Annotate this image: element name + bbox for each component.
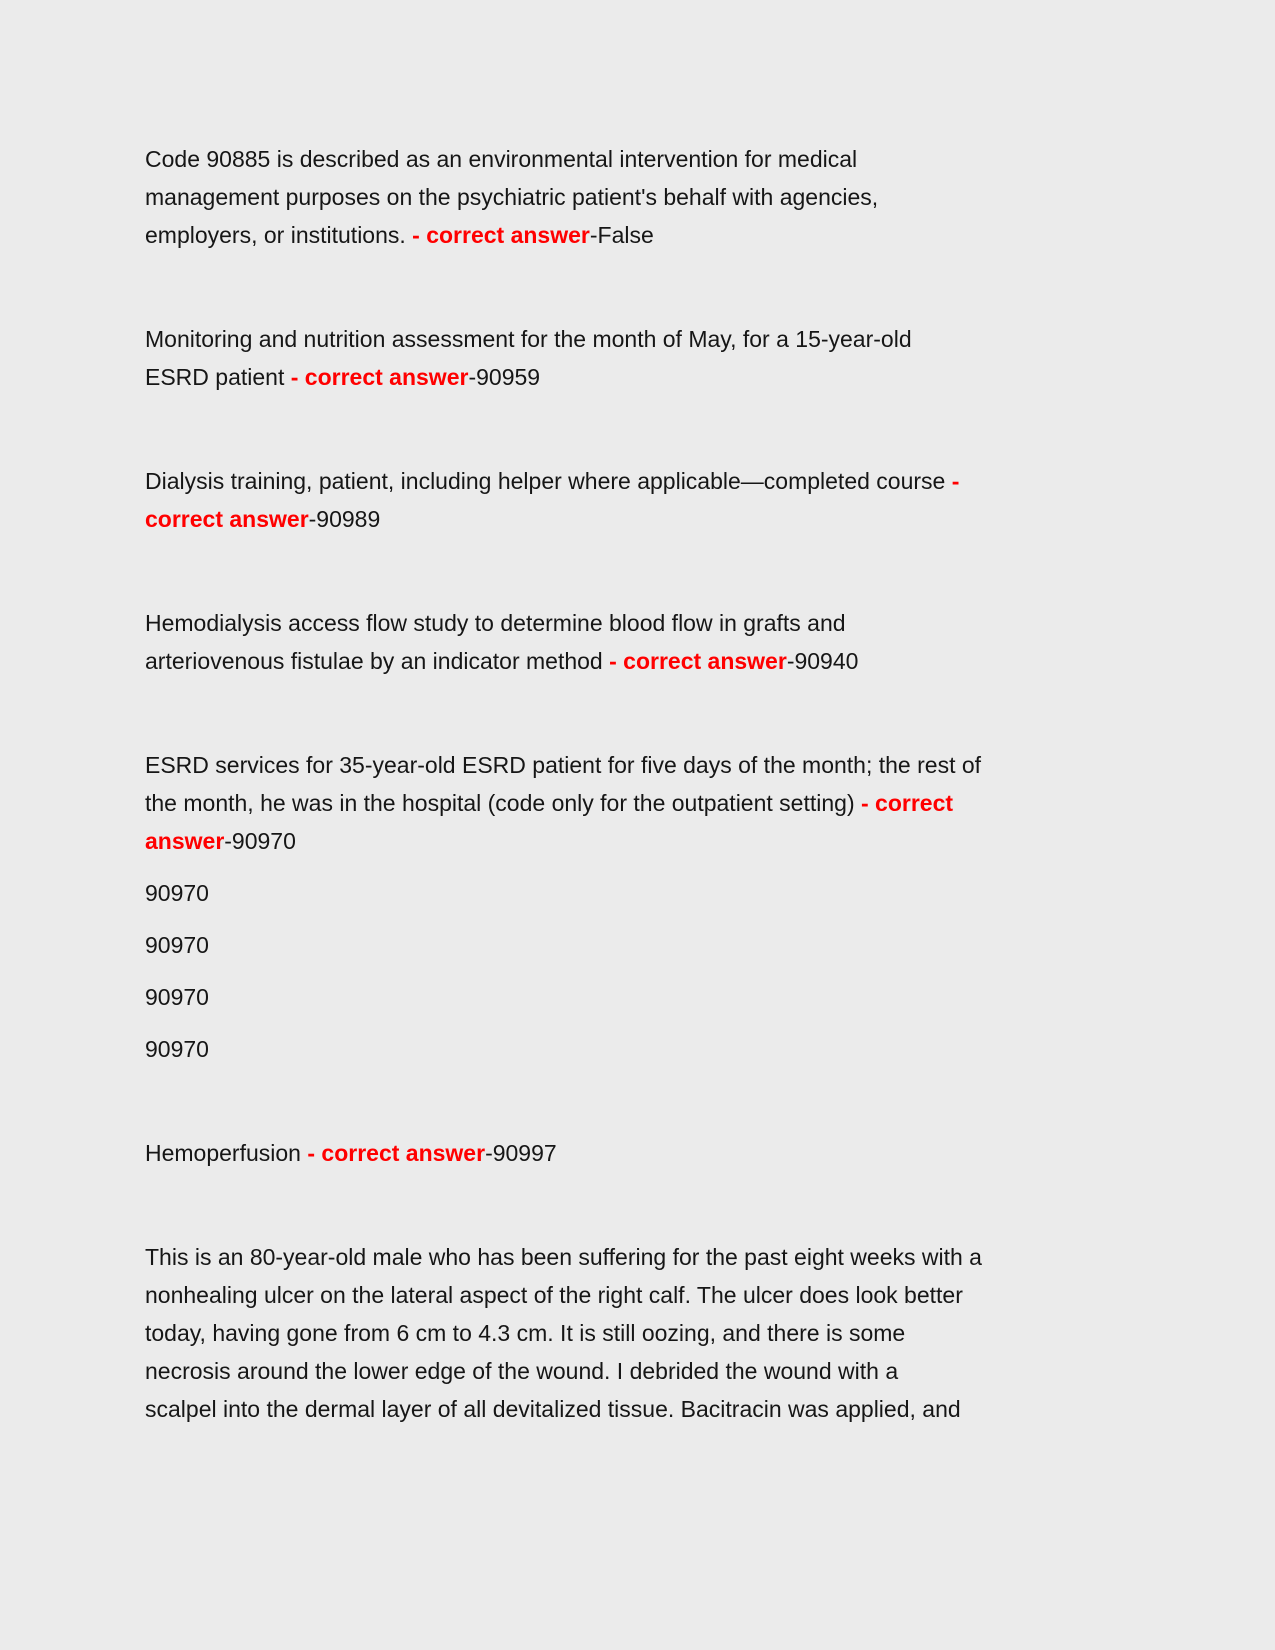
text-run: Hemoperfusion [145,1140,308,1166]
text-run: -90959 [468,364,541,390]
text-line [145,1314,1130,1352]
text-run: This is an 80-year-old male who has been suffering for the past eight weeks with a [145,1244,982,1270]
paragraph [145,978,1130,1016]
empty-paragraph [145,1082,1130,1120]
text-line [145,1390,1130,1428]
text-run: the month, he was in the hospital (code only for the outpatient setting) [145,790,861,816]
correct-answer-label: - correct answer [609,648,787,674]
text-run: management purposes on the psychiatric patient's behalf with agencies, [145,184,879,210]
text-run: 90970 [145,984,209,1010]
text-line [145,178,1130,216]
text-line [145,358,1130,396]
text-line [145,822,1130,860]
text-run: Code 90885 is described as an environmental intervention for medical [145,146,858,172]
text-line [145,874,1130,912]
text-line [145,784,1130,822]
paragraph [145,746,1130,860]
text-run: Dialysis training, patient, including helper where applicable—completed course [145,468,952,494]
text-line [145,604,1130,642]
correct-answer-label: correct answer [145,506,309,532]
text-line [145,978,1130,1016]
text-line [145,746,1130,784]
correct-answer-label: - [951,468,960,494]
text-run: ESRD services for 35-year-old ESRD patient for five days of the month; the rest of [145,752,982,778]
text-line [145,320,1130,358]
text-run: arteriovenous fistulae by an indicator method [145,648,610,674]
text-run: -90970 [224,828,296,854]
text-line [145,500,1130,538]
text-run: -90997 [485,1140,557,1166]
text-line [145,926,1130,964]
text-run: -90940 [786,648,859,674]
text-run: necrosis around the lower edge of the wound. I debrided the wound with a [145,1358,899,1384]
text-line [145,1030,1130,1068]
empty-paragraph [145,694,1130,732]
text-line [145,462,1130,500]
empty-paragraph [145,1186,1130,1224]
text-line [145,1276,1130,1314]
paragraph [145,320,1130,396]
text-line [145,1352,1130,1390]
text-run: Monitoring and nutrition assessment for the month of May, for a 15-year-old [145,326,912,352]
text-run: employers, or institutions. [145,222,413,248]
text-run: Hemodialysis access flow study to determine blood flow in grafts and [145,610,846,636]
text-line [145,216,1130,254]
text-line [145,1134,1130,1172]
empty-paragraph [145,552,1130,590]
paragraph [145,604,1130,680]
paragraph [145,1030,1130,1068]
text-run: -90989 [308,506,381,532]
text-run: 90970 [145,932,209,958]
text-run: -False [589,222,654,248]
correct-answer-label: - correct answer [307,1140,486,1166]
text-run: scalpel into the dermal layer of all devitalized tissue. Bacitracin was applied, and [145,1396,961,1422]
paragraph [145,462,1130,538]
paragraph [145,1134,1130,1172]
empty-paragraph [145,268,1130,306]
text-run: nonhealing ulcer on the lateral aspect of the right calf. The ulcer does look better [145,1282,963,1308]
correct-answer-label: - correct answer [412,222,590,248]
text-run: ESRD patient [145,364,291,390]
correct-answer-label: answer [145,828,225,854]
empty-paragraph [145,410,1130,448]
correct-answer-label: - correct [861,790,954,816]
text-line [145,1238,1130,1276]
paragraph [145,926,1130,964]
text-run: today, having gone from 6 cm to 4.3 cm. It is still oozing, and there is some [145,1320,906,1346]
text-run: 90970 [145,880,209,906]
paragraph [145,1238,1130,1428]
correct-answer-label: - correct answer [290,364,469,390]
text-line [145,642,1130,680]
paragraph [145,874,1130,912]
paragraph [145,140,1130,254]
text-run: 90970 [145,1036,209,1062]
text-line [145,140,1130,178]
